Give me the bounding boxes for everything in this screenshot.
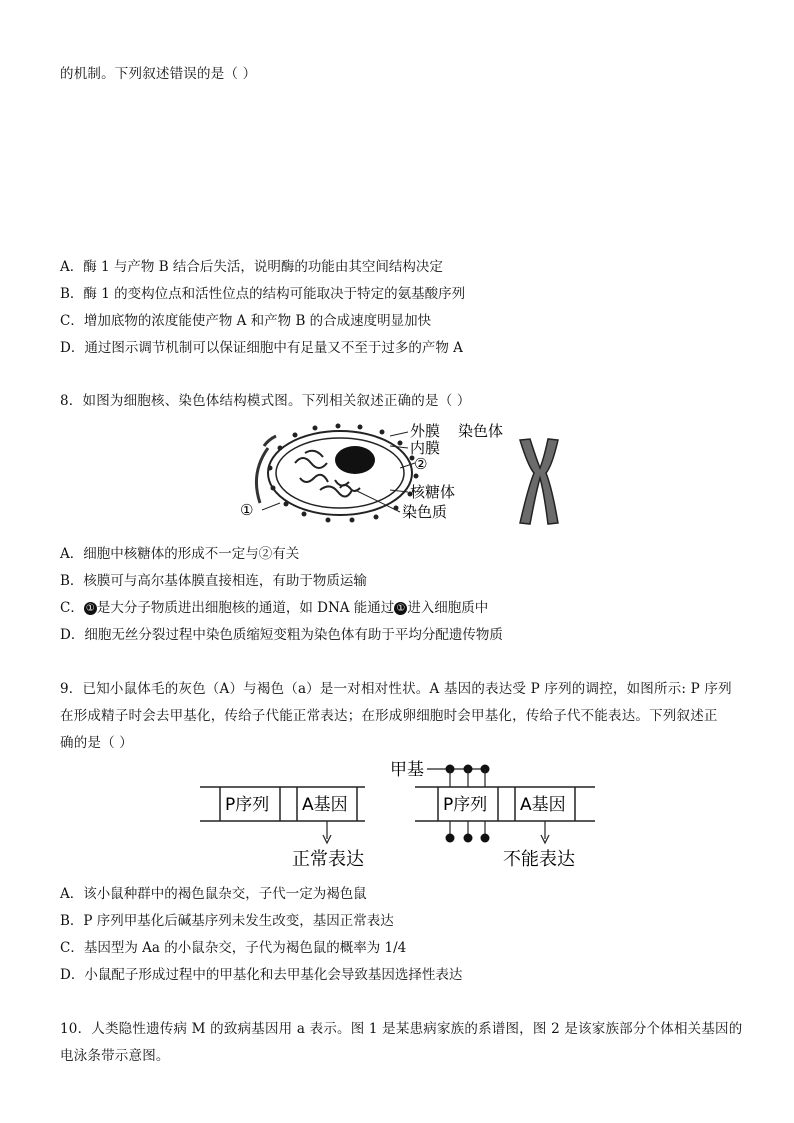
q10-stem-line-2: 电泳条带示意图。 bbox=[60, 1048, 170, 1064]
right-a-gene: A基因 bbox=[520, 795, 566, 815]
label-ribosome: 核糖体 bbox=[410, 483, 456, 501]
label-outer-membrane: 外膜 bbox=[410, 422, 441, 440]
q7-option-c: C．增加底物的浓度能使产物 A 和产物 B 的合成速度明显加快 bbox=[60, 313, 432, 329]
nucleolus bbox=[335, 446, 375, 474]
inner-membrane-shape bbox=[276, 438, 404, 508]
right-p-sequence: P序列 bbox=[443, 795, 488, 815]
q7-option-b: B．酶 1 的变构位点和活性位点的结构可能取决于特定的氨基酸序列 bbox=[60, 286, 466, 302]
left-p-sequence: P序列 bbox=[225, 795, 270, 815]
q7-option-d: D．通过图示调节机制可以保证细胞中有足量又不至于过多的产物 A bbox=[60, 340, 463, 356]
q8-option-b: B．核膜可与高尔基体膜直接相连，有助于物质运输 bbox=[60, 573, 367, 589]
q8-option-c-prefix: C． bbox=[60, 600, 84, 616]
circle-one-mark: ① bbox=[84, 602, 97, 615]
label-pore: ② bbox=[414, 455, 428, 473]
q8-option-d: D．细胞无丝分裂过程中染色质缩短变粗为染色体有助于平均分配遗传物质 bbox=[60, 627, 503, 643]
q9-option-b: B．P 序列甲基化后碱基序列未发生改变，基因正常表达 bbox=[60, 913, 394, 929]
label-chromatin: 染色质 bbox=[402, 503, 448, 521]
q10-stem-line-1: 10．人类隐性遗传病 M 的致病基因用 a 表示。图 1 是某患病家族的系谱图，图 2 是该家族部分个体相关基因的 bbox=[60, 1021, 743, 1037]
q8-stem: 8．如图为细胞核、染色体结构模式图。下列相关叙述正确的是（ ） bbox=[60, 393, 471, 409]
q8-option-c-mid: 是大分子物质进出细胞核的通道，如 DNA 能通过 bbox=[96, 600, 395, 616]
q9-option-c: C．基因型为 Aa 的小鼠杂交，子代为褐色鼠的概率为 1/4 bbox=[60, 940, 407, 956]
q7-stem-tail: 的机制。下列叙述错误的是（ ） bbox=[60, 66, 257, 82]
q7-option-a: A．酶 1 与产物 B 结合后失活，说明酶的功能由其空间结构决定 bbox=[60, 259, 443, 275]
q9-option-d: D．小鼠配子形成过程中的甲基化和去甲基化会导致基因选择性表达 bbox=[60, 967, 463, 983]
er-arc bbox=[256, 448, 268, 503]
label-inner-membrane: 内膜 bbox=[410, 439, 441, 457]
nucleus-chromosome-figure bbox=[240, 418, 570, 530]
q8-option-c bbox=[60, 596, 488, 616]
circle-one-mark: ① bbox=[394, 602, 407, 615]
q9-stem-line-2: 在形成精子时会去甲基化，传给子代能正常表达；在形成卵细胞时会甲基化，传给子代不能表达。下列叙述正 bbox=[60, 708, 718, 724]
left-a-gene: A基因 bbox=[302, 795, 348, 815]
chromosome-shape bbox=[520, 439, 558, 524]
er-arc-top bbox=[264, 436, 276, 446]
q9-stem-line-1: 9．已知小鼠体毛的灰色（A）与褐色（a）是一对相对性状。A 基因的表达受 P 序列的调控，如图所示: P 序列 bbox=[60, 681, 732, 697]
q8-option-c-suffix: 进入细胞质中 bbox=[407, 600, 489, 616]
label-methyl: 甲基 bbox=[390, 760, 424, 780]
outer-membrane-shape bbox=[268, 431, 412, 515]
q8-option-a: A．细胞中核糖体的形成不一定与②有关 bbox=[60, 546, 300, 562]
q9-option-a: A．该小鼠种群中的褐色鼠杂交，子代一定为褐色鼠 bbox=[60, 886, 367, 902]
label-normal-expression: 正常表达 bbox=[292, 849, 364, 870]
label-er: ① bbox=[240, 501, 254, 519]
label-chromosome: 染色体 bbox=[458, 422, 504, 440]
methylation-figure bbox=[195, 757, 600, 872]
label-no-expression: 不能表达 bbox=[503, 849, 575, 870]
methyl-dots-bottom bbox=[446, 834, 490, 843]
q9-stem-line-3: 确的是（ ） bbox=[60, 735, 133, 751]
